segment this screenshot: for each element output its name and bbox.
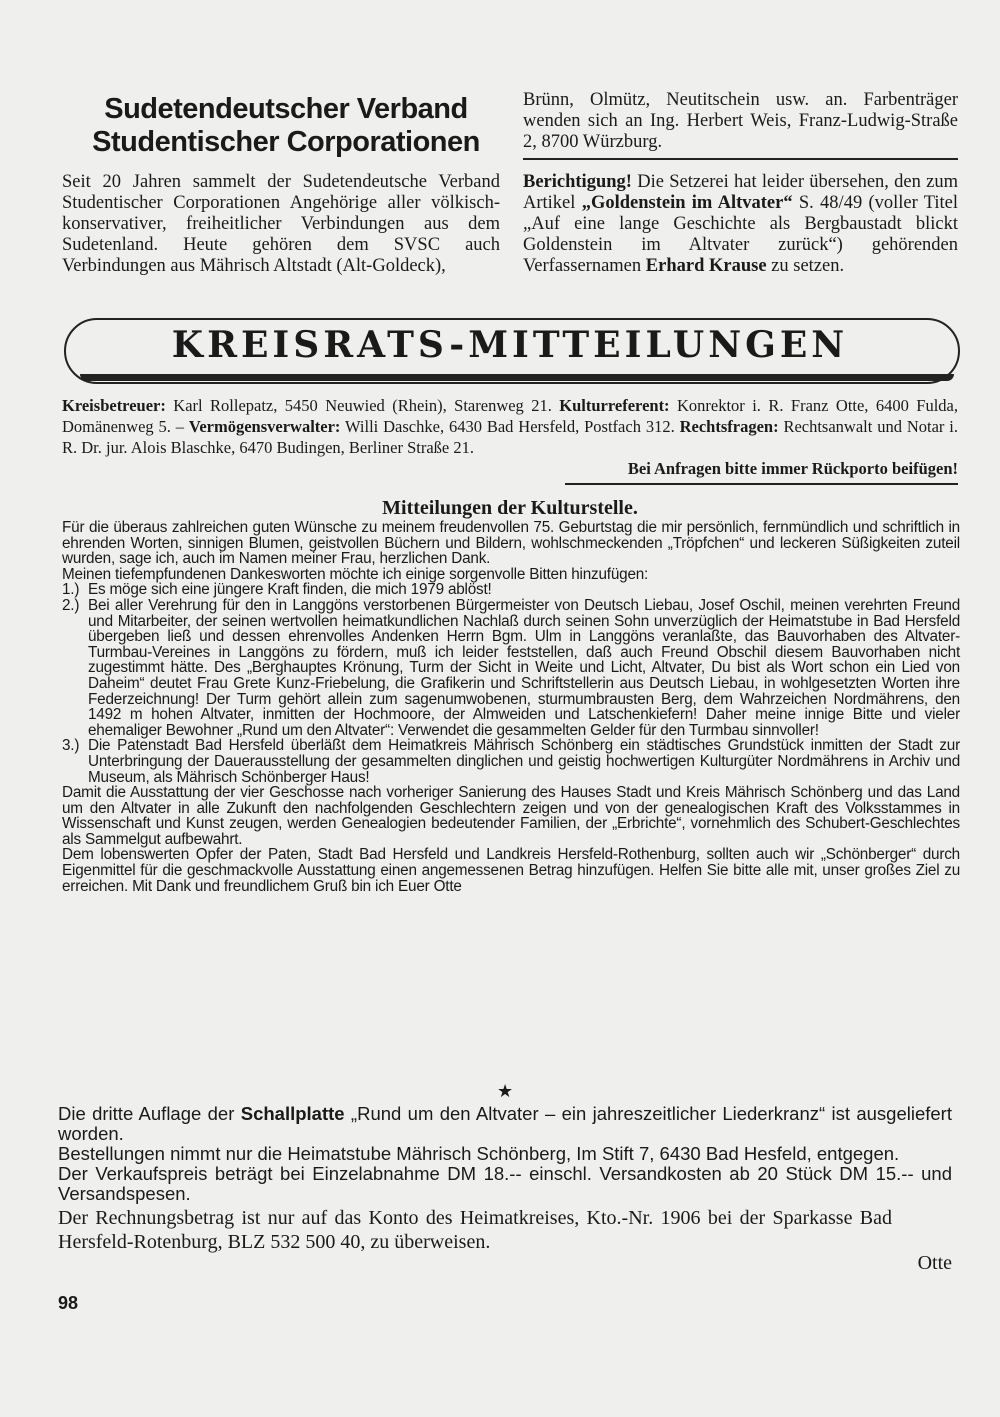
correction-notice [523,172,958,277]
kreisbetreuer-label: Kreisbetreuer: [62,396,166,415]
lp-text-a: Die dritte Auflage der [58,1103,241,1124]
signature: Otte [917,1252,952,1274]
schallplatte-block [58,1104,952,1254]
correction-article: „Goldenstein im Altvater“ [581,193,793,213]
list-number: 1.) [62,581,80,599]
kulturreferent-label: Kulturreferent: [559,396,670,415]
banner-title: KREISRATS-MITTEILUNGEN [171,324,849,366]
kultur-list-item [62,598,960,738]
list-text: Es möge sich eine jüngere Kraft finden, die mich 1979 ablöst! [88,581,492,599]
left-article-title [62,93,510,159]
vermoegensverwalter-label: Vermögensverwalter: [188,417,341,436]
kultur-section-title: Mitteilungen der Kulturstelle. [382,497,638,519]
correction-text-1: Die Setzerei hat leider übersehen, den zum Artikel [523,172,958,213]
left-title-line2: Studentischer Corporationen [92,126,480,158]
list-text: Bei aller Verehrung für den in Langgöns verstorbenen Bürgermeister von Deutsch Liebau, Josef Oschil, meinen verehrten Freund und Mitarbeiter, der seinen wertvollen heimatkundlichen Nachlaß durch seinen Sohn unverzüglich der Heimatstube in Bad Hersfeld übergeben ließ und dessen ehrenvolles Andenken Herrn Bgm. Ulm in Langgöns veranlaßte, das Bauvorhaben des Altvater-Turmbau-Vereines in Langgöns zu fördern, muß ich leider feststellen, daß auch Freund Obschil diesem Bauvorhaben nicht zugestimmt hätte. Des „Berghauptes Krönung, Turm der Sicht in Weite und Licht, Altvater, Du bist als Wort schon ein Lied von Daheim“ deutet Frau Grete Kunz-Friebelung, die Grafikerin und Schriftstellerin aus Deutsch Liebau, in wohlgesetzten Worten ihre Federzeichnung! Der Turm gehört allein zum sagenumwobenen, sturmumbrausten Berg, dem Wahrzeichen Nordmährens, den 1492 m hohen Altvater, inmitten der Hochmoore, der Almweiden und Latschenkiefern! Daher meine innige Bitte und vieler ehemaliger Bewohner „Rund um den Altvater“: Verwendet die gesammelten Gelder für den Turmbau sinnvoller! [88,596,960,739]
kultur-paragraph: Für die überaus zahlreichen guten Wünsche zu meinem freudenvollen 75. Geburtstag die mir persönlich, fernmündlich und schriftlich in ehrenden Worten, sinnigen Blumen, geistvollen Büchern und Bildern, wohlschmeckenden „Tröpfchen“ und leckeren Süßigkeiten zuteil wurden, sage ich, auch im Namen meiner Frau, herzlichen Dank. [62,519,960,568]
vermoegensverwalter-text: Willi Daschke, 6430 Bad Hersfeld, Postfach 312. [340,417,680,436]
list-number: 3.) [62,737,80,755]
correction-label: Berichtigung! [523,172,632,192]
list-number: 2.) [62,596,80,614]
lp-title: Schallplatte [240,1103,345,1124]
list-text: Die Patenstadt Bad Hersfeld überläßt dem Heimatkreis Mährisch Schönberg ein städtisches Grundstück inmitten der Stadt zur Unterbringung der Dauerausstellung der gesammelten dinglichen und geistig hochwertigen Kulturgüter Nordmährens in Archiv und Museum, als Mährisch Schönberger Haus! [88,737,960,786]
left-article-body: Seit 20 Jahren sammelt der Sudetendeutsche Verband Studentischer Corporationen Angehörige aller völkisch-konservativer, freiheitlicher Verbindungen aus dem Sudetenland. Heute gehören dem SVSC auch Verbindungen aus Mährisch Altstadt (Alt-Goldeck), [62,172,500,276]
rechtsfragen-text: Rechtsanwalt und Notar i. R. Dr. jur. Alois Blaschke, 6470 Budingen, Berliner Straße 21. [62,417,959,457]
correction-text-2: S. 48/49 (voller Titel „Auf eine lange Geschichte als Bergbaustadt blickt Goldenstein im Altvater zurück“) gehörenden Verfassernamen [523,193,959,276]
lp-paragraph: Der Rechnungsbetrag ist nur auf das Konto des Heimatkreises, Kto.-Nr. 1906 bei der Sparkasse Bad Hersfeld-Rotenburg, BLZ 532 500 40, zu überweisen. [58,1207,892,1253]
star-separator: ★ [497,1081,514,1101]
kultur-body [62,520,960,894]
lp-text-c: „Rund um den Altvater – ein jahreszeitlicher Liederkranz“ ist ausgeliefert worden. [58,1103,952,1144]
rueckporto-notice: Bei Anfragen bitte immer Rückporto beifügen! [627,459,958,478]
kultur-paragraph: Meinen tiefempfundenen Dankesworten möchte ich einige sorgenvolle Bitten hinzufügen: [62,565,649,583]
lp-paragraph: Bestellungen nimmt nur die Heimatstube Mährisch Schönberg, Im Stift 7, 6430 Bad Hesfeld, entgegen. [58,1143,900,1164]
right-article-continuation: Brünn, Olmütz, Neutitschein usw. an. Farbenträger wenden sich an Ing. Herbert Weis, Franz-Ludwig-Straße 2, 8700 Würzburg. [523,90,958,152]
contacts-divider [565,483,958,485]
kultur-list-item [62,738,960,785]
contacts-block [62,395,958,458]
lp-paragraph [58,1104,952,1144]
kultur-paragraph: Dem lobenswerten Opfer der Paten, Stadt Bad Hersfeld und Landkreis Hersfeld-Rothenburg, sollten auch wir „Schönberger“ durch Eigenmittel für die geschmackvolle Ausstattung einen angemessenen Betrag hinzufügen. Helfen Sie bitte alle mit, unser großes Ziel zu erreichen. Mit Dank und freundlichem Gruß bin ich Euer Otte [62,846,960,895]
kultur-paragraph: Damit die Ausstattung der vier Geschosse nach vorheriger Sanierung des Hauses Stadt und Kreis Mährisch Schönberg und das Land um den Altvater in alle Zukunft den nachfolgenden Geschlechtern zeigen und von der genealogischen Kraft des Volksstammes in Wissenschaft und Kunst zeugen, werden Genealogien bedeutender Familien, der „Erbrichte“, vornehmlich des Schubert-Geschlechtes als Sammelgut aufbewahrt. [62,784,960,848]
page-number: 98 [58,1293,79,1313]
kultur-list-item [62,582,960,598]
kreisbetreuer-text: Karl Rollepatz, 5450 Neuwied (Rhein), Starenweg 21. [165,396,560,415]
left-title-line1: Sudetendeutscher Verband [104,93,468,125]
rechtsfragen-label: Rechtsfragen: [679,417,779,436]
right-divider [523,158,958,160]
kulturreferent-text: Konrektor i. R. Franz Otte, 6400 Fulda, Domänenweg 5. – [62,396,958,436]
lp-paragraph: Der Verkaufspreis beträgt bei Einzelabnahme DM 18.-- einschl. Versandkosten ab 20 Stück DM 15.-- und Versandspesen. [58,1163,952,1204]
correction-text-3: zu setzen. [766,256,845,276]
correction-author: Erhard Krause [645,256,767,276]
